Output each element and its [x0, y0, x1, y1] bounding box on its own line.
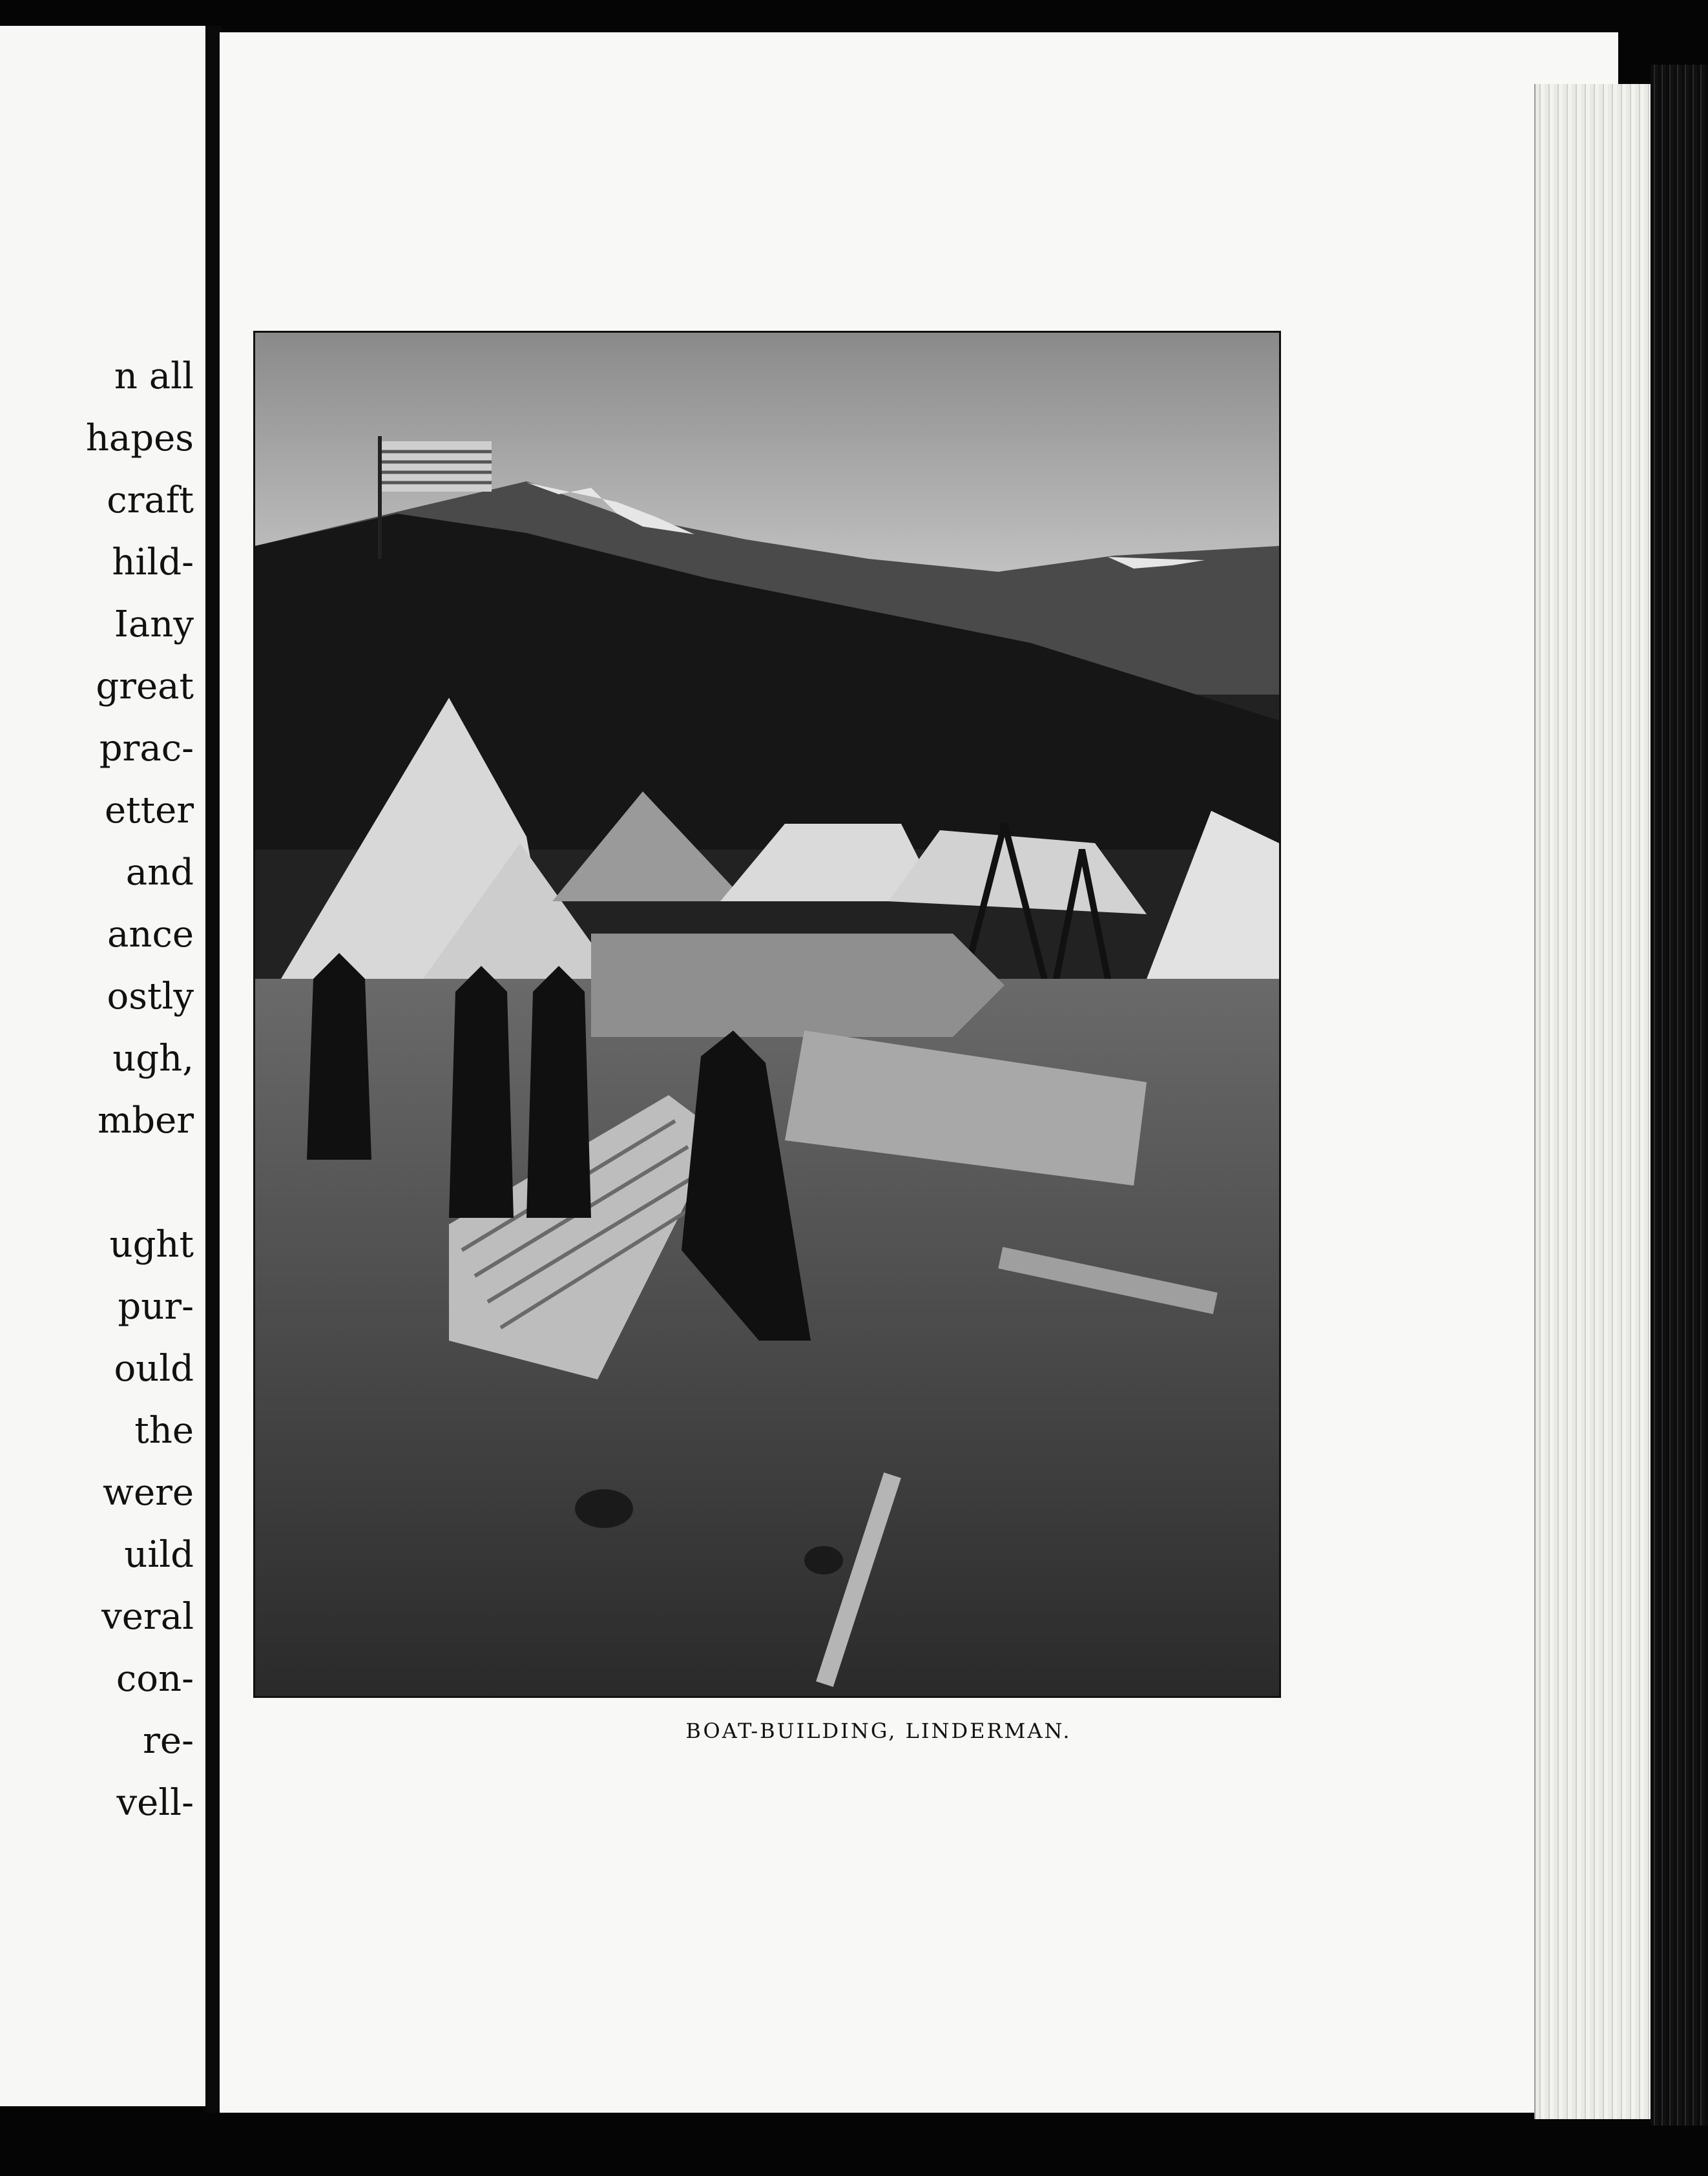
boat-building-plate — [253, 331, 1281, 1698]
left-line: ance — [107, 914, 194, 956]
tar-pot — [575, 1489, 633, 1528]
book-cover-edge — [1651, 65, 1708, 2126]
left-page-text-fragments — [86, 346, 194, 1834]
left-line: and — [125, 852, 194, 894]
left-line: ould — [114, 1348, 194, 1390]
left-line: craft — [107, 479, 194, 521]
left-line: n all — [114, 355, 194, 397]
paragraph-gap — [86, 1152, 194, 1214]
left-line: hild- — [112, 541, 194, 583]
left-line: great — [96, 665, 194, 707]
left-line: pur- — [118, 1286, 194, 1328]
left-line: ught — [109, 1224, 194, 1266]
left-line: ugh, — [112, 1038, 194, 1080]
tar-pot — [804, 1546, 843, 1574]
left-page — [0, 26, 207, 2106]
flagpole — [378, 436, 382, 559]
halftone-illustration — [255, 333, 1279, 1696]
left-line: uild — [124, 1534, 194, 1576]
left-line: hapes — [85, 417, 194, 459]
left-line: re- — [143, 1720, 194, 1762]
left-line: veral — [101, 1596, 194, 1638]
left-line: Iany — [114, 603, 194, 645]
boat-hull — [591, 934, 1005, 1037]
left-line: etter — [104, 790, 194, 832]
left-line: ostly — [107, 976, 194, 1018]
page-edges — [1534, 84, 1652, 2119]
left-line: prac- — [99, 727, 194, 769]
left-line: were — [103, 1472, 194, 1514]
left-line: the — [134, 1410, 194, 1452]
plate-caption: BOAT-BUILDING, LINDERMAN. — [685, 1719, 1072, 1743]
left-line: con- — [116, 1658, 194, 1700]
left-line: vell- — [116, 1782, 194, 1824]
left-line: mber — [98, 1100, 194, 1142]
